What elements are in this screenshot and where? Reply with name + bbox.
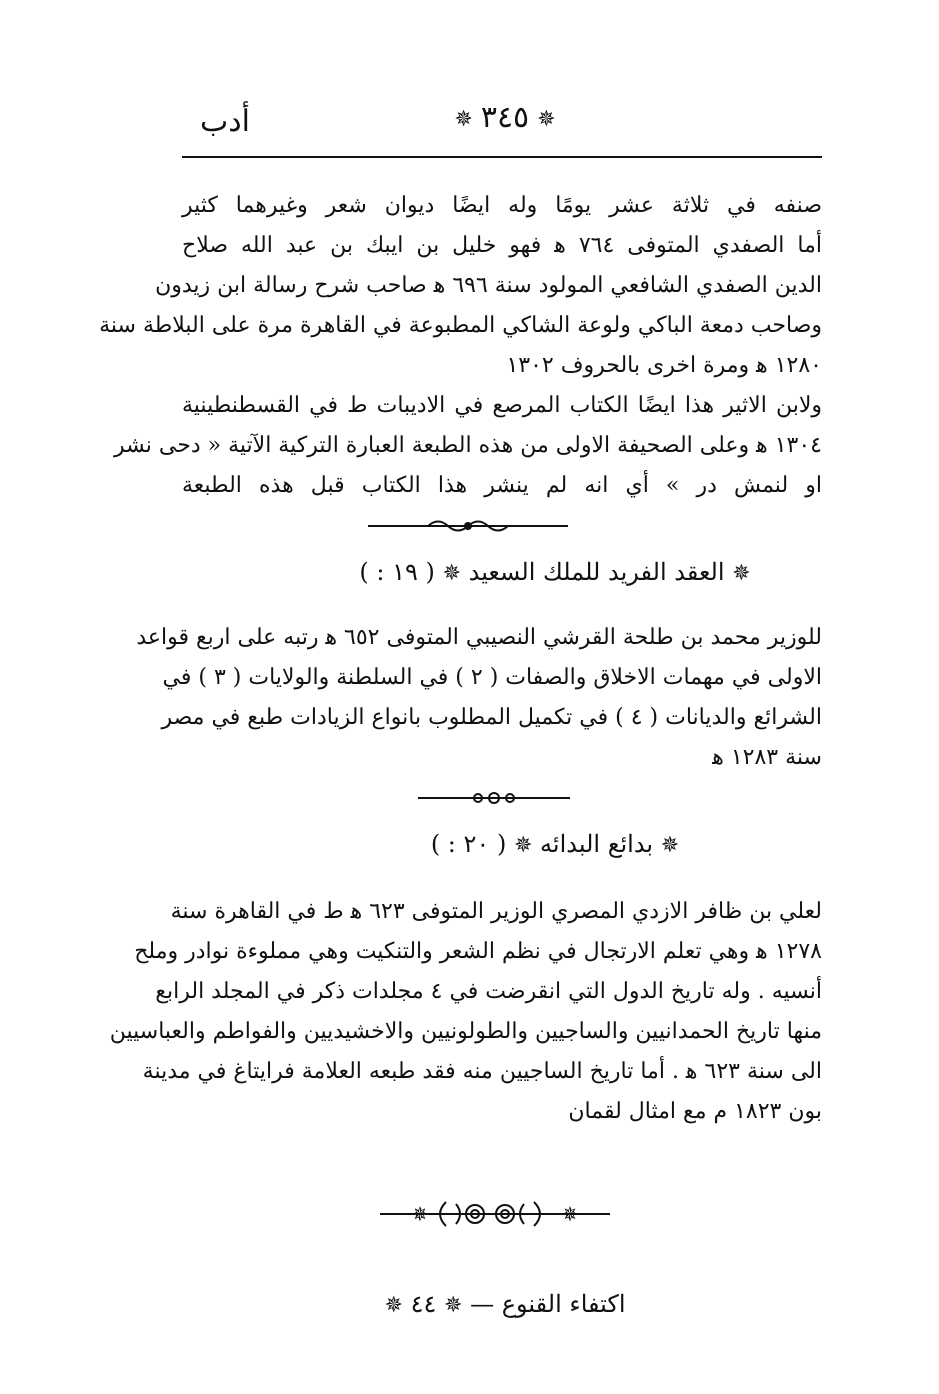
paragraph-ibn-athir (114, 386, 822, 506)
text-line: وصاحب دمعة الباكي ولوعة الشاكي المطبوعة في القاهرة مرة على البلاطة سنة (99, 313, 822, 338)
star-ornament-icon: ✵ (442, 560, 461, 586)
paragraph-iqd-farid (136, 618, 822, 778)
heading-number: ( ١٩ : ) (359, 558, 435, 586)
paragraph-badai (109, 892, 822, 1132)
heading-title: العقد الفريد للملك السعيد (468, 558, 725, 586)
star-ornament-icon: ✵ (444, 1293, 463, 1318)
text-line: الدين الصفدي الشافعي المولود سنة ٦٩٦ ﻫ صاحب شرح رسالة ابن زيدون (155, 273, 822, 298)
star-ornament-icon: ✵ (732, 560, 751, 586)
footer-number: ٤٤ (410, 1290, 437, 1318)
text-line: ولابن الاثير هذا ايضًا الكتاب المرصع في الاديبات ط في القسطنطينية (182, 393, 822, 418)
section-title: أدب (200, 104, 250, 139)
header-rule (182, 156, 822, 158)
text-line: ١٣٠٤ ﻫ وعلى الصحيفة الاولى من هذه الطبعة العبارة التركية الآتية « دحى نشر (114, 433, 822, 458)
end-ornament (380, 1196, 610, 1232)
footer-signature (380, 1290, 630, 1318)
star-ornament-icon: ✵ (660, 832, 680, 858)
heading-title: بدائع البدائه (540, 830, 654, 858)
footer-text: اكتفاء القنوع — (470, 1290, 626, 1318)
text-line: للوزير محمد بن طلحة القرشي النصيبي المتوفى ٦٥٢ ﻫ رتبه على اربع قواعد (136, 625, 822, 650)
star-ornament-icon: ✵ (537, 106, 556, 132)
text-line: سنة ١٢٨٣ ﻫ (712, 745, 822, 770)
text-line: لعلي بن ظافر الازدي المصري الوزير المتوفى ٦٢٣ ﻫ ط في القاهرة سنة (170, 899, 822, 924)
ornament-divider (418, 788, 570, 808)
text-line: الى سنة ٦٢٣ ﻫ . أما تاريخ الساجيين منه فقد طبعه العلامة فرايتاغ في مدينة (142, 1059, 822, 1084)
paragraph-safadi (99, 186, 822, 386)
heading-number: ( ٢٠ : ) (430, 830, 507, 858)
text-line: ١٢٧٨ ﻫ وهي تعلم الارتجال في نظم الشعر والتنكيت وهي مملوءة نوادر وملح (134, 939, 822, 964)
ornament-divider (368, 516, 568, 536)
heading-19 (330, 552, 770, 592)
text-line: الاولى في مهمات الاخلاق والصفات ( ٢ ) في السلطنة والولايات ( ٣ ) في (162, 665, 822, 690)
svg-text:✵: ✵ (411, 1202, 429, 1226)
star-ornament-icon: ✵ (454, 106, 473, 132)
text-line: الشرائع والديانات ( ٤ ) في تكميل المطلوب بانواع الزيادات طبع في مصر (161, 705, 822, 730)
text-line: منها تاريخ الحمدانيين والساجيين والطولونيين والاخشيديين والفواطم والعباسيين (109, 1019, 822, 1044)
text-line: ١٢٨٠ ﻫ ومرة اخرى بالحروف ١٣٠٢ (506, 353, 822, 378)
text-line: أما الصفدي المتوفى ٧٦٤ ﻫ فهو خليل بن ايبك بن عبد الله صلاح (182, 233, 822, 258)
page-number-value: ٣٤٥ (480, 100, 530, 135)
page-number (440, 100, 570, 135)
heading-20 (380, 824, 720, 864)
star-ornament-icon: ✵ (513, 832, 533, 858)
text-line: او لنمش در » أي انه لم ينشر هذا الكتاب قبل هذه الطبعة (182, 473, 822, 498)
svg-text:✵: ✵ (561, 1202, 579, 1226)
text-line: أنسيه . وله تاريخ الدول التي انقرضت في ٤ مجلدات ذكر في المجلد الرابع (155, 979, 822, 1004)
star-ornament-icon: ✵ (384, 1293, 403, 1318)
text-line: بون ١٨٢٣ م مع امثال لقمان (568, 1099, 822, 1124)
text-line: صنفه في ثلاثة عشر يومًا وله ايضًا ديوان شعر وغيرهما كثير (182, 193, 822, 218)
